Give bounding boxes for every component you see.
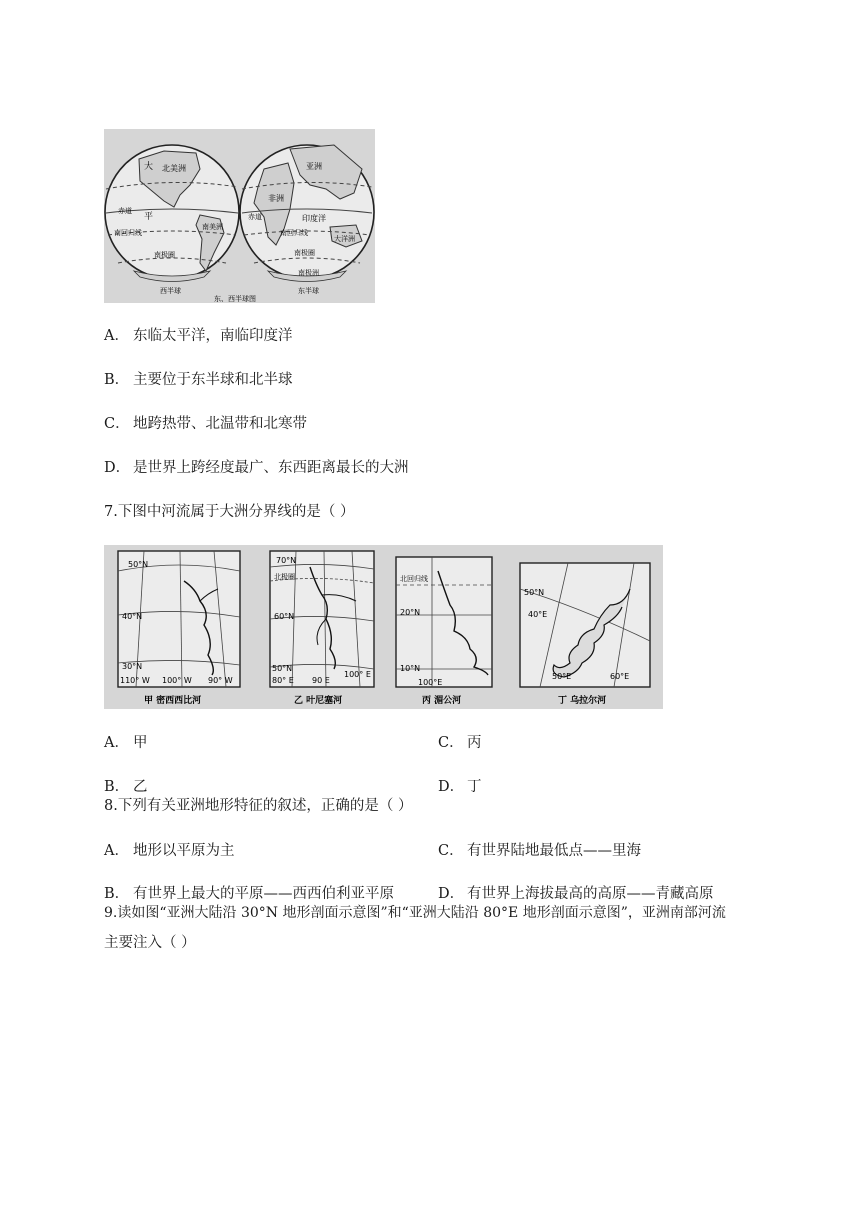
map-mekong — [396, 557, 492, 706]
map-jia-tick-110w: 110° W — [120, 676, 150, 685]
q8-option-d — [438, 885, 714, 903]
q7-option-d-letter: D． — [438, 779, 465, 795]
map-yi-caption: 乙 叶尼塞河 — [294, 696, 343, 706]
q9-question-line1: 9.读如图“亚洲大陆沿 30°N 地形剖面示意图”和“亚洲大陆沿 80°E 地形剖面示意图”，亚洲南部河流 — [104, 905, 726, 921]
map-jia-tick-40n: 40°N — [122, 612, 143, 621]
q7-option-b — [104, 778, 148, 796]
q6-option-b-letter: B． — [104, 372, 130, 388]
q8-option-d-text: 有世界上海拔最高的高原——青藏高原 — [467, 886, 714, 902]
map-yi-tick-arctic: 北极圈 — [274, 573, 295, 581]
label-north-america: 北美洲 — [162, 164, 186, 173]
map-jia-caption: 甲 密西西比河 — [144, 696, 202, 706]
map-yi-tick-70n: 70°N — [276, 556, 297, 565]
map-yi-tick-60n: 60°N — [274, 612, 295, 621]
rivers-maps — [104, 545, 663, 709]
label-antarctica: 南极洲 — [298, 269, 319, 277]
label-africa: 非洲 — [268, 194, 284, 203]
q8-option-b-letter: B． — [104, 886, 130, 902]
hemispheres-map-svg — [104, 129, 375, 303]
map-yi-tick-50n: 50°N — [272, 664, 293, 673]
rivers-maps-svg — [104, 545, 663, 709]
q7-option-d-text: 丁 — [467, 779, 482, 795]
map-bing-tick-20n: 20°N — [400, 608, 421, 617]
label-asia: 亚洲 — [306, 162, 322, 171]
map-yi-tick-100e: 100° E — [344, 670, 371, 679]
q8-option-b-text: 有世界上最大的平原——西西伯利亚平原 — [133, 886, 394, 902]
q7-question: 7.下图中河流属于大洲分界线的是（ ） — [104, 504, 355, 520]
label-oceania: 大洋洲 — [334, 235, 355, 243]
q8-option-c-letter: C． — [438, 843, 464, 859]
map-yenisei — [270, 551, 374, 706]
q7-option-c-text: 丙 — [467, 735, 482, 751]
q8-option-c — [438, 842, 641, 860]
map-jia-tick-30n: 30°N — [122, 662, 143, 671]
east-hemisphere — [240, 145, 374, 295]
label-west-hemisphere: 西半球 — [160, 287, 181, 295]
map-bing-tick-10n: 10°N — [400, 664, 421, 673]
map-jia-tick-90w: 90° W — [208, 676, 233, 685]
label-antarctic-circle-west: 南极圈 — [154, 251, 175, 259]
hemispheres-map — [104, 129, 375, 303]
map-ding-tick-50n: 50°N — [524, 588, 545, 597]
map-bing-caption: 丙 湄公河 — [422, 696, 462, 706]
q7-option-d — [438, 778, 482, 796]
q7-option-a — [104, 734, 148, 752]
map-bing-tick-tropic: 北回归线 — [400, 575, 428, 583]
west-hemisphere — [105, 145, 239, 295]
q6-option-a-text: 东临太平洋，南临印度洋 — [133, 328, 293, 344]
label-tropic-east: 南回归线 — [280, 229, 308, 237]
map-yi-tick-90e: 90 E — [312, 676, 330, 685]
map-ding-tick-40e: 40°E — [528, 610, 548, 619]
label-equator-west: 赤道 — [118, 207, 132, 215]
label-south-america: 南美洲 — [202, 223, 223, 231]
map-mississippi — [118, 551, 240, 706]
label-equator-east: 赤道 — [248, 213, 262, 221]
label-pacific-da: 大 — [144, 162, 154, 172]
label-ping: 平 — [144, 212, 154, 222]
q8-question: 8.下列有关亚洲地形特征的叙述，正确的是（ ） — [104, 798, 413, 814]
map-jia-tick-50n: 50°N — [128, 560, 149, 569]
q6-option-b-text: 主要位于东半球和北半球 — [133, 372, 293, 388]
q7-option-c-letter: C． — [438, 735, 464, 751]
q8-option-a — [104, 842, 235, 860]
q6-option-c-letter: C． — [104, 416, 130, 432]
q8-option-d-letter: D． — [438, 886, 465, 902]
label-antarctic-circle-east: 南极圈 — [294, 249, 315, 257]
label-indian-ocean: 印度洋 — [302, 214, 326, 223]
q6-option-b — [104, 371, 293, 389]
q8-option-a-text: 地形以平原为主 — [133, 843, 235, 859]
q8-option-b — [104, 885, 394, 903]
q6-option-d — [104, 459, 409, 477]
map-ding-caption: 丁 乌拉尔河 — [558, 696, 607, 706]
label-tropic-west: 南回归线 — [114, 229, 142, 237]
q8-option-a-letter: A． — [104, 843, 129, 859]
q6-option-c-text: 地跨热带、北温带和北寒带 — [133, 416, 307, 432]
map-ding-tick-50e: 50°E — [552, 672, 572, 681]
q7-option-a-letter: A． — [104, 735, 129, 751]
map-jia-tick-100w: 100° W — [162, 676, 192, 685]
q6-option-d-text: 是世界上跨经度最广、东西距离最长的大洲 — [133, 460, 409, 476]
q7-option-a-text: 甲 — [133, 735, 148, 751]
q9-question-line2: 主要注入（ ） — [104, 935, 196, 951]
q6-option-a — [104, 327, 293, 345]
q6-option-c — [104, 415, 307, 433]
map-ural — [520, 563, 650, 706]
q7-option-b-text: 乙 — [133, 779, 148, 795]
label-east-hemisphere: 东半球 — [298, 287, 319, 295]
q7-option-b-letter: B． — [104, 779, 130, 795]
hemispheres-caption: 东、西半球图 — [214, 295, 256, 303]
q7-option-c — [438, 734, 482, 752]
q6-option-a-letter: A． — [104, 328, 129, 344]
q6-option-d-letter: D． — [104, 460, 131, 476]
map-yi-tick-80e: 80° E — [272, 676, 294, 685]
map-bing-tick-100e: 100°E — [418, 678, 443, 687]
map-ding-tick-60e: 60°E — [610, 672, 630, 681]
q8-option-c-text: 有世界陆地最低点——里海 — [467, 843, 641, 859]
